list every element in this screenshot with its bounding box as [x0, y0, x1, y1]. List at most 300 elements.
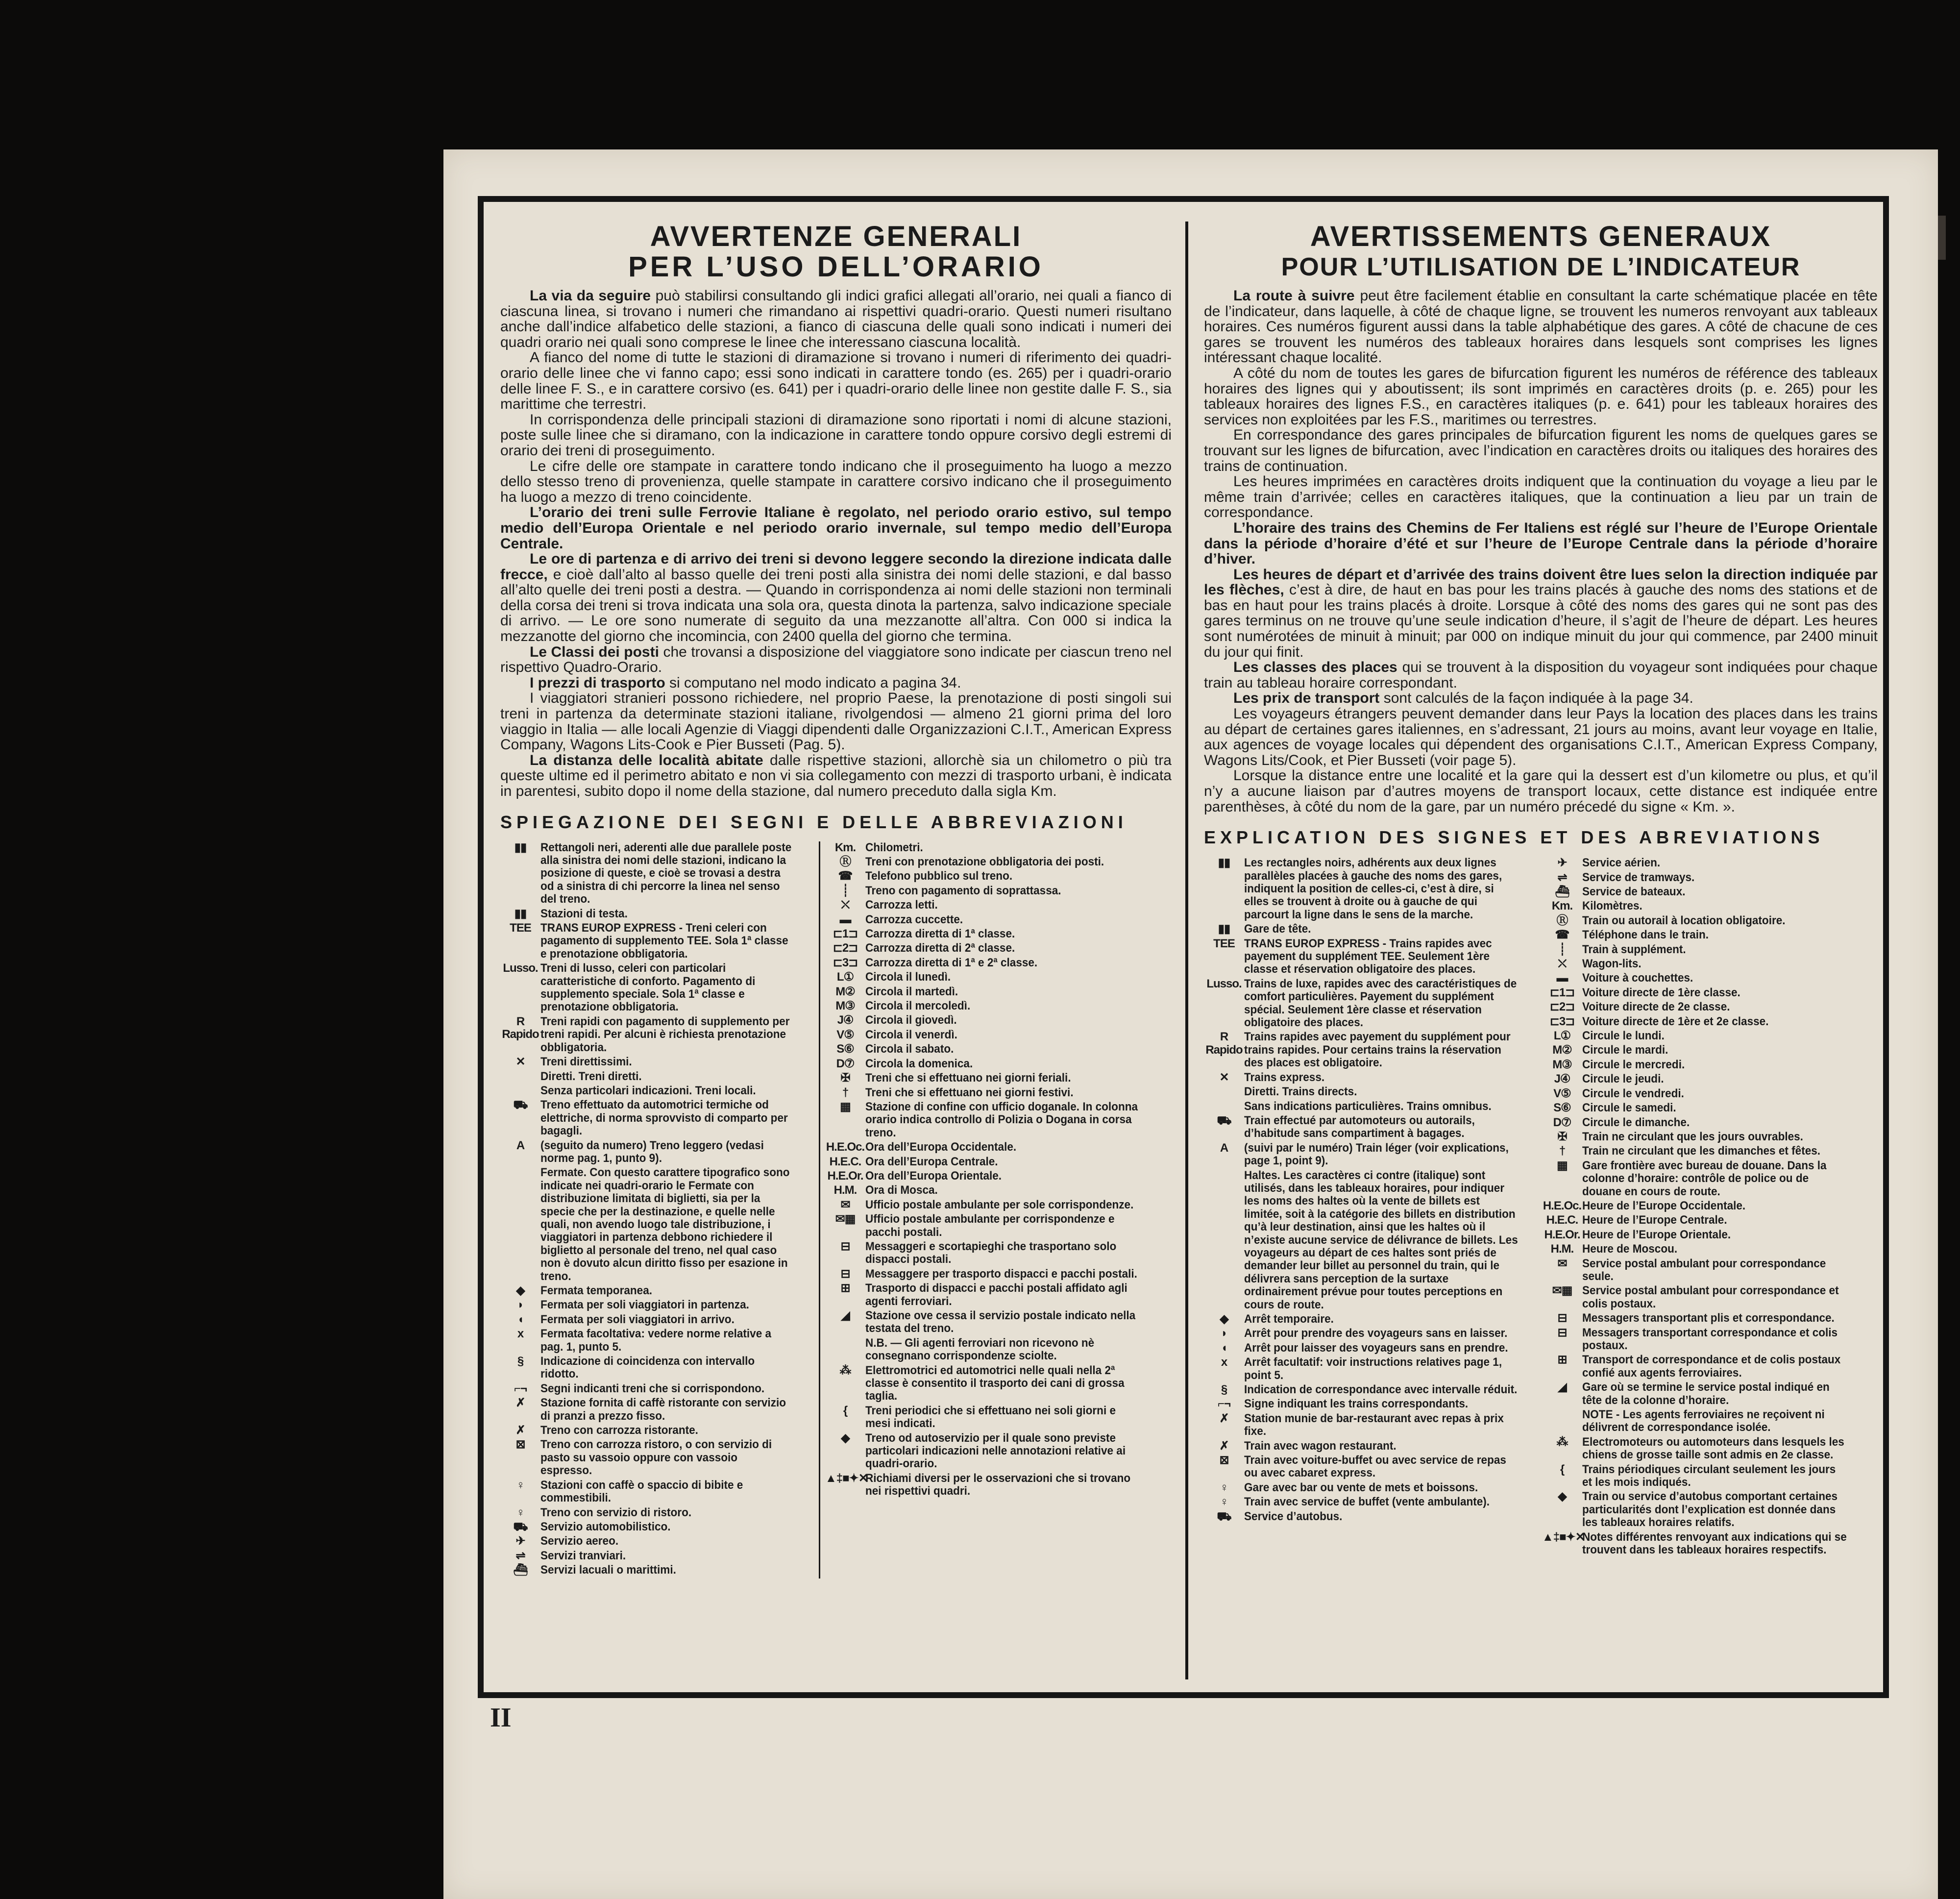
legend-text: Trains rapides avec payement du supplément pour trains rapides. Pour certains trains la réservation des places est obligatoire. — [1244, 1030, 1511, 1070]
legend-symbol-icon: ▲‡■✦✕ — [825, 1471, 868, 1485]
legend-symbol-icon: Lusso. — [1206, 977, 1242, 990]
legend-symbol-icon: S⑥ — [1553, 1101, 1571, 1115]
legend-symbol-icon: ✉▦ — [1552, 1284, 1572, 1298]
legend-symbol-icon: ⊟ — [1557, 1311, 1567, 1325]
legend-text: Carrozza diretta di 1ª e 2ª classe. — [865, 956, 1038, 969]
paragraph — [1204, 288, 1878, 366]
legend-symbol-icon: ◆ — [841, 1431, 850, 1445]
legend-text: Ufficio postale ambulante per sole corrispondenze. — [865, 1198, 1134, 1211]
legend-entry — [1542, 1243, 1870, 1256]
legend-text: (suivi par le numéro) Train léger (voir explications, page 1, point 9). — [1244, 1141, 1509, 1168]
french-legend-col1 — [1204, 857, 1542, 1558]
legend-entry — [500, 908, 814, 920]
legend-entry — [1542, 972, 1870, 985]
legend-symbol-icon: ⁂ — [1556, 1435, 1568, 1449]
legend-symbol-icon: ┊ — [842, 884, 849, 897]
legend-entry — [500, 1015, 814, 1054]
legend-text: Service postal ambulant pour correspondance seule. — [1582, 1257, 1826, 1283]
legend-text: Treno con carrozza ristorante. — [540, 1424, 698, 1437]
legend-entry — [500, 1139, 814, 1165]
legend-entry — [1542, 1159, 1870, 1198]
page-frame — [478, 196, 1889, 1698]
legend-text: Carrozza cuccette. — [865, 913, 963, 926]
legend-entry — [500, 1085, 814, 1097]
legend-text: Carrozza letti. — [865, 898, 938, 912]
legend-entry — [825, 899, 1168, 912]
legend-symbol-icon: ⛟ — [1217, 1113, 1231, 1127]
legend-entry — [1542, 986, 1870, 999]
legend-entry — [1542, 1073, 1870, 1085]
legend-text: Trains express. — [1244, 1070, 1325, 1084]
legend-text: Stazione ove cessa il servizio postale indicato nella testata del treno. — [865, 1309, 1136, 1335]
legend-symbol-icon: Ⓡ — [1556, 913, 1568, 927]
legend-text: N.B. — Gli agenti ferroviari non ricevono nè consegnano corrispondenze sciolte. — [865, 1336, 1095, 1363]
legend-text: Rettangoli neri, aderenti alle due parallele poste alla sinistra dei nomi delle stazioni, indicano la posizione di queste, e cioè se trovasi a destra od a sinistra di chi percorre la linea nel senso del treno. — [540, 840, 792, 906]
legend-symbol-icon: Ⓡ — [839, 855, 851, 868]
legend-text: Treno con carrozza ristoro, o con servizio di pasto su vassoio oppure con vassoio espresso. — [540, 1438, 772, 1478]
legend-text: Messagers transportant correspondance et colis postaux. — [1582, 1326, 1838, 1352]
legend-text: Carrozza diretta di 2ª classe. — [865, 941, 1015, 955]
legend-symbol-icon: TEE — [510, 921, 531, 935]
legend-text: Fermata temporanea. — [540, 1284, 652, 1297]
legend-text: Haltes. Les caractères ci contre (italique) sont utilisés, dans les tableaux horaires, pour indiquer les noms des haltes où la vente de billets est limitée, soit à la catégorie des billets en distribution qu’à leur destination, ainsi que les haltes où il n’existe aucune service de délivrance de billets. Les voyageurs au départ de ces haltes sont priés de demander leur billet au personnel du train, qui le délivrera sans perception de la surtaxe ordinairement prévue pour toutes perceptions en cours de route. — [1244, 1168, 1518, 1311]
legend-symbol-icon: ⊏3⊐ — [833, 956, 858, 969]
legend-entry — [500, 841, 814, 906]
legend-symbol-icon: ☎ — [838, 869, 853, 883]
legend-entry — [1542, 1381, 1870, 1407]
legend-symbol-icon: ◖ — [517, 1312, 524, 1326]
legend-text: Messaggere per trasporto dispacci e pacchi postali. — [865, 1267, 1137, 1281]
legend-entry — [500, 1313, 814, 1326]
french-title-line1: AVERTISSEMENTS GENERAUX — [1310, 221, 1772, 252]
legend-text: Signe indiquant les trains correspondants. — [1244, 1397, 1469, 1411]
binding-edge — [1938, 216, 1946, 260]
legend-text: Circule le dimanche. — [1582, 1115, 1690, 1129]
legend-entry — [825, 928, 1168, 940]
legend-text: Service postal ambulant pour correspondance et colis postaux. — [1582, 1284, 1839, 1310]
italian-title-line1: AVVERTENZE GENERALI — [650, 221, 1022, 252]
legend-text: Trains de luxe, rapides avec des caractéristiques de comfort particulières. Payement du supplément spécial. Seulement 1ère classe et réservation obligatoire des places. — [1244, 977, 1517, 1030]
legend-entry — [500, 1166, 814, 1283]
paragraph — [1204, 366, 1878, 427]
legend-text: Circule le samedi. — [1582, 1101, 1676, 1115]
legend-symbol-icon: ▮▮ — [1218, 856, 1230, 870]
legend-symbol-icon: ▦ — [840, 1100, 851, 1113]
legend-entry — [500, 1397, 814, 1423]
paragraph — [500, 288, 1172, 350]
paragraph-lead: Les prix de transport — [1233, 690, 1380, 707]
legend-entry — [825, 1156, 1168, 1168]
legend-text: Kilomètres. — [1582, 899, 1642, 913]
legend-text: Les rectangles noirs, adhérents aux deux lignes parallèles placées à gauche des noms des gares, indiquent la position de celles-ci, c’est à dire, si elles se trouvent à droite ou à gauche de qui parcourt la ligne dans le sens de la marche. — [1244, 856, 1502, 921]
legend-entry — [1542, 1284, 1870, 1310]
legend-text: Circule le jeudi. — [1582, 1072, 1664, 1086]
legend-symbol-icon: ◗ — [517, 1298, 524, 1312]
paragraph — [1204, 691, 1878, 706]
paragraph — [500, 691, 1172, 752]
paragraph-lead: Le ore di partenza e di arrivo dei treni si devono leggere secondo la direzione indicata dalle frecce, — [500, 551, 1172, 583]
legend-entry — [825, 870, 1168, 883]
legend-entry — [825, 1282, 1168, 1308]
paragraph-text: A côté du nom de toutes les gares de bifurcation figurent les numéros de référence des tableaux horaires des lignes qui y aboutissent; ils sont imprimés en caractères droits (p. e. 265) pour les tableaux horaires des lignes F.S., en caractères italiques (p. e. 641) pour les tableaux horaires des services non exploitées par les F.S., maritimes ou terrestres. — [1204, 365, 1878, 428]
legend-entry — [825, 1014, 1168, 1027]
legend-symbol-icon: TEE — [1213, 937, 1235, 950]
legend-symbol-icon: ♀ — [1220, 1495, 1228, 1509]
legend-entry — [1204, 1169, 1542, 1311]
legend-symbol-icon: ✗ — [515, 1424, 525, 1437]
legend-entry — [500, 1535, 814, 1548]
paragraph-lead: L’horaire des trains des Chemins de Fer Italiens est réglé sur l’heure de l’Europe Orientale dans la période d’horaire d’été et sur l’heure de l’Europe Centrale dans la période d’horaire d’hiver. — [1204, 519, 1878, 567]
paragraph — [1204, 768, 1878, 814]
legend-entry — [1204, 1071, 1542, 1084]
legend-symbol-icon: M② — [835, 985, 855, 998]
french-legend-title: EXPLICATION DES SIGNES ET DES ABREVIATIONS — [1204, 827, 1824, 848]
legend-symbol-icon: A — [516, 1138, 525, 1152]
legend-symbol-icon: { — [1560, 1462, 1565, 1476]
legend-symbol-icon: ⌐¬ — [1217, 1397, 1231, 1411]
legend-text: Treni di lusso, celeri con particolari caratteristiche di conforto. Pagamento di supplemento speciale. Sola 1ª classe e prenotazione obbligatoria. — [540, 962, 756, 1014]
paragraph-text: dalle rispettive stazioni, allorchè sia un chilometro o più tra queste ultime ed il perimetro abitato e non vi sia collegamento con mezzi di trasporto urbani, è indicata in parentesi, subito dopo il nome della stazione, dal numero preceduto dalla sigla Km. — [500, 752, 1172, 799]
legend-text: Voiture directe de 1ère classe. — [1582, 986, 1740, 999]
legend-entry — [1542, 857, 1870, 869]
paragraph — [500, 551, 1172, 644]
legend-entry — [825, 1101, 1168, 1139]
legend-symbol-icon: ⊏1⊐ — [833, 927, 858, 941]
legend-entry — [825, 1199, 1168, 1211]
italian-legend-col1 — [500, 841, 814, 1578]
legend-text: Wagon-lits. — [1582, 957, 1642, 971]
legend-entry — [500, 1099, 814, 1137]
paragraph-text: Le cifre delle ore stampate in carattere tondo indicano che il proseguimento ha luogo a mezzo dello stesso treno di provenienza, quelle stampate in carattere corsivo indicano che il proseguimento ha luogo a mezzo di treno coincidente. — [500, 458, 1172, 505]
legend-text: Treni che si effettuano nei giorni festivi. — [865, 1085, 1074, 1099]
legend-text: Messagers transportant plis et correspondance. — [1582, 1311, 1835, 1325]
paragraph-text: sont calculés de la façon indiquée à la page 34. — [1379, 690, 1693, 707]
legend-text: Servizio aereo. — [540, 1534, 619, 1548]
legend-entry — [1542, 914, 1870, 927]
legend-entry — [1542, 871, 1870, 884]
legend-entry — [825, 1029, 1168, 1041]
legend-symbol-icon: ✗ — [1219, 1411, 1229, 1425]
legend-entry — [825, 856, 1168, 868]
legend-entry — [500, 922, 814, 961]
legend-symbol-icon: ▬ — [839, 913, 851, 926]
italian-legend — [500, 841, 1172, 1578]
legend-text: Train ou service d’autobus comportant certaines particularités dont l’explication est donnée dans les tableaux horaires relatifs. — [1582, 1490, 1838, 1529]
legend-entry — [1204, 1398, 1542, 1410]
legend-text: Stazioni con caffè o spaccio di bibite e commestibili. — [540, 1478, 743, 1505]
paragraph — [1204, 567, 1878, 660]
legend-entry — [1542, 1312, 1870, 1325]
legend-symbol-icon: ✠ — [840, 1071, 850, 1085]
legend-text: Treni che si effettuano nei giorni feriali. — [865, 1071, 1071, 1085]
legend-symbol-icon: ▮▮ — [514, 907, 527, 920]
legend-entry — [825, 1405, 1168, 1430]
legend-entry — [1542, 1490, 1870, 1529]
legend-symbol-icon: § — [517, 1355, 524, 1368]
paragraph-text: En correspondance des gares principales de bifurcation figurent les noms de quelques gares se trouvant sur les lignes de bifurcation, avec l’indication en caractères droits ou italiques des horaires des trains de continuation. — [1204, 427, 1878, 474]
legend-text: Sans indications particulières. Trains omnibus. — [1244, 1099, 1492, 1113]
legend-text: Messaggeri e scortapieghi che trasportano solo dispacci postali. — [865, 1239, 1117, 1266]
paragraph-text: peut être facilement établie en consultant la carte schématique placée en tête de l’indicateur, dans laquelle, à côté de chaque ligne, se trouvent les numeros renvoyant aux tableaux horaires. Ces numéros figurent aussi dans la table alphabétique des gares. A côté de chacune de ces gares se trouvent les numéros des tableaux horaires dans lesquels sont comprises les lignes intéressant chaque localité. — [1204, 288, 1878, 366]
legend-text: Service d’autobus. — [1244, 1509, 1343, 1523]
paragraph — [1204, 706, 1878, 768]
legend-text: Stazione di confine con ufficio doganale. In colonna orario indica controllo di Polizia o Dogana in corsa treno. — [865, 1100, 1138, 1139]
legend-symbol-icon: ▦ — [1557, 1159, 1568, 1172]
legend-entry — [1204, 1342, 1542, 1355]
legend-text: Heure de Moscou. — [1582, 1242, 1678, 1256]
legend-entry — [1542, 1030, 1870, 1042]
legend-symbol-icon: ⊟ — [1557, 1326, 1567, 1339]
legend-text: Arrêt facultatif: voir instructions relatives page 1, point 5. — [1244, 1356, 1502, 1382]
legend-entry — [500, 1056, 814, 1068]
paragraph-text: Les voyageurs étrangers peuvent demander dans leur Pays la location des places dans les trains au départ de certaines gares italiennes, en s’adressant, 21 jours au moins, avant leur voyage en Italie, aux agences de voyage locales qui dépendent des organisations C.I.T., American Express Company, Wagons Lits/Cook, et Pier Busseti (voir page 5). — [1204, 706, 1878, 768]
legend-symbol-icon: ⊟ — [840, 1239, 850, 1253]
legend-text: Station munie de bar-restaurant avec repas à prix fixe. — [1244, 1411, 1504, 1438]
paragraph-text: e cioè dall’alto al basso quelle dei treni posti alla sinistra dei nomi delle stazioni, e dal basso all’alto quelle dei treni posti a destra. — Quando in corrispondenza ai nomi delle stazioni non terminali della corsa dei treni si trova indicata una sola ora, questa dinota la partenza, salvo indicazione speciale di arrivo. — Le ore sono numerate di seguito da una mezzanotte all’altra. Con 000 si indica la mezzanotte del giorno che incomincia, con 2400 quella del giorno che termina. — [500, 566, 1172, 645]
legend-symbol-icon: H.E.C. — [1546, 1213, 1578, 1227]
legend-text: Telefono pubblico sul treno. — [865, 869, 1013, 883]
legend-entry — [1542, 1531, 1870, 1557]
paragraph — [1204, 660, 1878, 691]
legend-text: Ora di Mosca. — [865, 1184, 938, 1197]
legend-entry — [1204, 857, 1542, 921]
legend-entry — [1204, 1440, 1542, 1453]
page-number: II — [490, 1702, 512, 1733]
legend-symbol-icon: ▲‡■✦✕ — [1542, 1530, 1585, 1544]
legend-symbol-icon: x — [1221, 1356, 1227, 1369]
legend-symbol-icon: † — [842, 1085, 849, 1099]
legend-symbol-icon: ⊠ — [1219, 1454, 1229, 1467]
legend-text: Indication de correspondance avec intervalle réduit. — [1244, 1383, 1518, 1397]
legend-symbol-icon: ✠ — [1557, 1130, 1567, 1143]
paragraph — [1204, 520, 1878, 567]
french-title — [1204, 222, 1878, 282]
legend-text: Senza particolari indicazioni. Treni locali. — [540, 1084, 756, 1097]
legend-symbol-icon: ⛟ — [513, 1520, 528, 1533]
legend-text: Gare de tête. — [1244, 922, 1311, 936]
legend-text: Service de bateaux. — [1582, 885, 1686, 898]
italian-legend-col2 — [825, 841, 1168, 1578]
legend-text: Téléphone dans le train. — [1582, 928, 1709, 942]
legend-entry — [1542, 1044, 1870, 1057]
legend-entry — [1542, 886, 1870, 898]
legend-entry — [825, 885, 1168, 897]
legend-entry — [825, 1364, 1168, 1403]
column-divider — [1185, 222, 1188, 1679]
legend-text: Gare où se termine le service postal indiqué en tête de la colonne d’horaire. — [1582, 1381, 1830, 1407]
paragraph-text: si computano nel modo indicato a pagina 34. — [665, 674, 961, 691]
legend-symbol-icon: M② — [1552, 1043, 1572, 1057]
legend-entry — [825, 1240, 1168, 1266]
paragraph-text: c’est à dire, de haut en bas pour les trains placés à gauche des noms des stations et de bas en haut pour les trains placés à droite. Lorsque à côté des noms des gares qui ne sont pas des gares terminus on ne trouve qu’une seule indication d’heure, il s’agit de l’heure de départ. Les heures sont numérotées de minuit à minuit; par 000 on indique minuit du jour qui commence, par 2400 minuit du jour qui finit. — [1204, 582, 1878, 660]
legend-text: Train à supplément. — [1582, 942, 1686, 956]
legend-text: Treni rapidi con pagamento di supplemento per treni rapidi. Per alcuni è richiesta prenotazione obbligatoria. — [540, 1014, 790, 1054]
legend-text: Gare frontière avec bureau de douane. Dans la colonne d’horaire: contrôle de police ou de douane en cours de route. — [1582, 1159, 1827, 1198]
legend-symbol-icon: ⊞ — [840, 1282, 850, 1295]
paragraph-lead: Les classes des places — [1233, 659, 1397, 676]
legend-entry — [1204, 1510, 1542, 1523]
legend-entry — [1542, 1102, 1870, 1114]
legend-symbol-icon: M③ — [1552, 1058, 1572, 1071]
legend-symbol-icon: ♀ — [516, 1478, 525, 1492]
legend-symbol-icon: Km. — [834, 840, 856, 854]
legend-entry — [1204, 923, 1542, 936]
legend-symbol-icon: ◆ — [1220, 1312, 1228, 1326]
legend-symbol-icon: D⑦ — [1553, 1115, 1571, 1129]
legend-text: Arrêt pour prendre des voyageurs sans en laisser. — [1244, 1327, 1508, 1340]
paragraph-lead: La via da seguire — [530, 288, 651, 304]
legend-entry — [825, 1043, 1168, 1056]
legend-text: Fermata per soli viaggiatori in arrivo. — [540, 1312, 735, 1326]
legend-text: Circule le vendredi. — [1582, 1086, 1684, 1100]
legend-symbol-icon: ✗ — [1219, 1439, 1229, 1453]
legend-text: Circola il giovedì. — [865, 1013, 957, 1027]
legend-entry — [825, 1268, 1168, 1281]
legend-text: Voiture directe de 1ère et 2e classe. — [1582, 1014, 1769, 1028]
legend-text: Train ne circulant que les jours ouvrables. — [1582, 1130, 1803, 1143]
legend-symbol-icon: S⑥ — [836, 1042, 854, 1056]
legend-entry — [1542, 1200, 1870, 1212]
french-column — [1204, 222, 1878, 1558]
legend-text: Treno effettuato da automotrici termiche od elettriche, di norma sprovvisto di comparto per bagagli. — [540, 1098, 788, 1138]
legend-symbol-icon: L① — [836, 970, 854, 984]
legend-text: Servizio automobilistico. — [540, 1520, 671, 1533]
legend-entry — [1204, 1313, 1542, 1326]
legend-text: Trasporto di dispacci e pacchi postali affidato agli agenti ferroviari. — [865, 1282, 1127, 1308]
legend-entry — [825, 1170, 1168, 1183]
legend-entry — [825, 1072, 1168, 1085]
legend-entry — [825, 1184, 1168, 1197]
legend-text: Servizi tranviari. — [540, 1549, 626, 1562]
legend-symbol-icon: ▬ — [1556, 971, 1568, 985]
legend-text: Treni periodici che si effettuano nei soli giorni e mesi indicati. — [865, 1404, 1116, 1430]
legend-entry — [500, 1284, 814, 1297]
legend-text: Trains périodiques circulant seulement les jours et les mois indiqués. — [1582, 1462, 1836, 1489]
legend-text: Circola il lunedì. — [865, 970, 951, 984]
legend-text: Circola il venerdì. — [865, 1028, 957, 1041]
legend-entry — [825, 1213, 1168, 1239]
legend-symbol-icon: ✕ — [515, 1055, 525, 1069]
legend-symbol-icon: J④ — [1554, 1072, 1570, 1086]
legend-symbol-icon: ◗ — [1221, 1327, 1227, 1340]
legend-symbol-icon: ⛌ — [841, 898, 850, 912]
italian-legend-title: SPIEGAZIONE DEI SEGNI E DELLE ABBREVIAZIONI — [500, 812, 1127, 832]
legend-symbol-icon: J④ — [837, 1013, 854, 1027]
legend-entry — [1542, 1116, 1870, 1129]
legend-entry — [1542, 1354, 1870, 1380]
legend-symbol-icon: ┊ — [1559, 942, 1566, 956]
legend-entry — [1542, 1214, 1870, 1227]
legend-symbol-icon: ♀ — [1220, 1480, 1228, 1494]
legend-text: Indicazione di coincidenza con intervallo ridotto. — [540, 1355, 755, 1381]
paragraph-text: In corrispondenza delle principali stazioni di diramazione sono riportati i nomi di alcune stazioni, poste sulle linee che si diramano, con la indicazione in carattere tondo oppure corsivo degli estremi di orario dei treni di proseguimento. — [500, 411, 1172, 459]
legend-symbol-icon: ✈ — [515, 1534, 525, 1548]
legend-symbol-icon: ♀ — [516, 1505, 525, 1519]
legend-entry — [500, 1521, 814, 1533]
legend-entry — [1204, 1496, 1542, 1508]
legend-entry — [500, 1564, 814, 1577]
legend-symbol-icon: H.M. — [1550, 1242, 1574, 1256]
paragraph-lead: Le Classi dei posti — [530, 643, 659, 660]
legend-entry — [1542, 1015, 1870, 1028]
legend-text: Train ne circulant que les dimanches et fêtes. — [1582, 1144, 1821, 1158]
legend-text: Stazione fornita di caffè ristorante con servizio di pranzi a prezzo fisso. — [540, 1396, 786, 1423]
legend-entry — [1204, 1356, 1542, 1382]
legend-divider — [819, 841, 820, 1578]
legend-symbol-icon: H.E.Oc. — [1543, 1199, 1582, 1212]
legend-text: Notes différentes renvoyant aux indications qui se trouvent dans les tableaux horaires respectifs. — [1582, 1530, 1847, 1557]
legend-text: Voiture à couchettes. — [1582, 971, 1693, 985]
legend-text: Train avec service de buffet (vente ambulante). — [1244, 1495, 1490, 1509]
legend-entry — [1542, 929, 1870, 941]
legend-entry — [500, 1506, 814, 1519]
legend-symbol-icon: ✉ — [1557, 1257, 1567, 1270]
legend-entry — [825, 1472, 1168, 1498]
paragraph-lead: La distanza delle località abitate — [530, 752, 763, 768]
legend-entry — [1542, 1436, 1870, 1462]
paragraph-text: che trovansi a disposizione del viaggiatore sono indicate per ciascun treno nel rispettivo Quadro-Orario. — [500, 643, 1172, 676]
legend-text: Carrozza diretta di 1ª classe. — [865, 927, 1015, 941]
legend-symbol-icon: D⑦ — [836, 1057, 855, 1070]
legend-entry — [825, 971, 1168, 984]
legend-text: Train ou autorail à location obligatoire. — [1582, 913, 1786, 927]
legend-text: Electromoteurs ou automoteurs dans lesquels les chiens de grosse taille sont admis en 2e classe. — [1582, 1435, 1844, 1462]
paragraph-text: qui se trouvent à la disposition du voyageur sont indiquées pour chaque train au tableau horaire correspondant. — [1204, 659, 1878, 691]
legend-symbol-icon: ◖ — [1221, 1341, 1227, 1355]
legend-entry — [1542, 1408, 1870, 1434]
paragraph-lead: L’orario dei treni sulle Ferrovie Italiane è regolato, nel periodo orario estivo, sul tempo medio dell’Europa Orientale e nel periodo orario invernale, sul tempo medio dell’Europa Centrale. — [500, 504, 1172, 552]
legend-entry — [1542, 1327, 1870, 1353]
legend-text: Fermata per soli viaggiatori in partenza. — [540, 1298, 749, 1312]
legend-entry — [825, 1141, 1168, 1154]
legend-symbol-icon: ▮▮ — [1218, 922, 1230, 936]
legend-symbol-icon: ✉▦ — [835, 1212, 856, 1226]
legend-symbol-icon: V⑤ — [1553, 1086, 1571, 1100]
legend-symbol-icon: ✕ — [1219, 1070, 1229, 1084]
legend-symbol-icon: † — [1559, 1144, 1566, 1158]
legend-entry — [500, 1299, 814, 1311]
legend-text: Chilometri. — [865, 840, 923, 854]
legend-entry — [1542, 1059, 1870, 1071]
legend-symbol-icon: ☎ — [1555, 928, 1569, 942]
legend-entry — [825, 1309, 1168, 1335]
legend-symbol-icon: x — [517, 1327, 524, 1341]
legend-entry — [825, 913, 1168, 926]
paragraph-text: I viaggiatori stranieri possono richiedere, nel proprio Paese, la prenotazione di posti singoli sui treni in partenza da determinate stazioni italiane, rivolgendosi — almeno 21 giorni prima del loro viaggio in Italia — alle locali Agenzie di Viaggi dipendenti dalle Organizzazioni C.I.T., American Express Company, Wagons Lits-Cook e Pier Busseti (Pag. 5). — [500, 690, 1172, 753]
legend-entry — [1542, 1145, 1870, 1158]
timetable-page — [443, 149, 1938, 1899]
legend-text: Service aérien. — [1582, 856, 1661, 870]
legend-text: Treni con prenotazione obbligatoria dei posti. — [865, 855, 1104, 868]
italian-title — [500, 222, 1172, 282]
legend-entry — [1204, 1031, 1542, 1069]
legend-entry — [1204, 1142, 1542, 1168]
legend-text: Arrêt temporaire. — [1244, 1312, 1334, 1326]
legend-text: Heure de l’Europe Occidentale. — [1582, 1199, 1746, 1212]
legend-symbol-icon: ◢ — [841, 1309, 850, 1322]
legend-entry — [825, 1000, 1168, 1012]
italian-title-line2: PER L’USO DELL’ORARIO — [628, 251, 1044, 283]
legend-entry — [1204, 1412, 1542, 1438]
legend-text: Treno con pagamento di soprattassa. — [865, 884, 1061, 897]
legend-symbol-icon: { — [843, 1404, 848, 1417]
legend-entry — [1542, 900, 1870, 913]
legend-symbol-icon: ✈ — [1557, 856, 1567, 870]
legend-entry — [500, 1382, 814, 1395]
legend-text: Train avec wagon restaurant. — [1244, 1439, 1396, 1453]
legend-text: Transport de correspondance et de colis postaux confié aux agents ferroviaires. — [1582, 1353, 1841, 1380]
legend-symbol-icon: ⇌ — [1557, 870, 1567, 884]
